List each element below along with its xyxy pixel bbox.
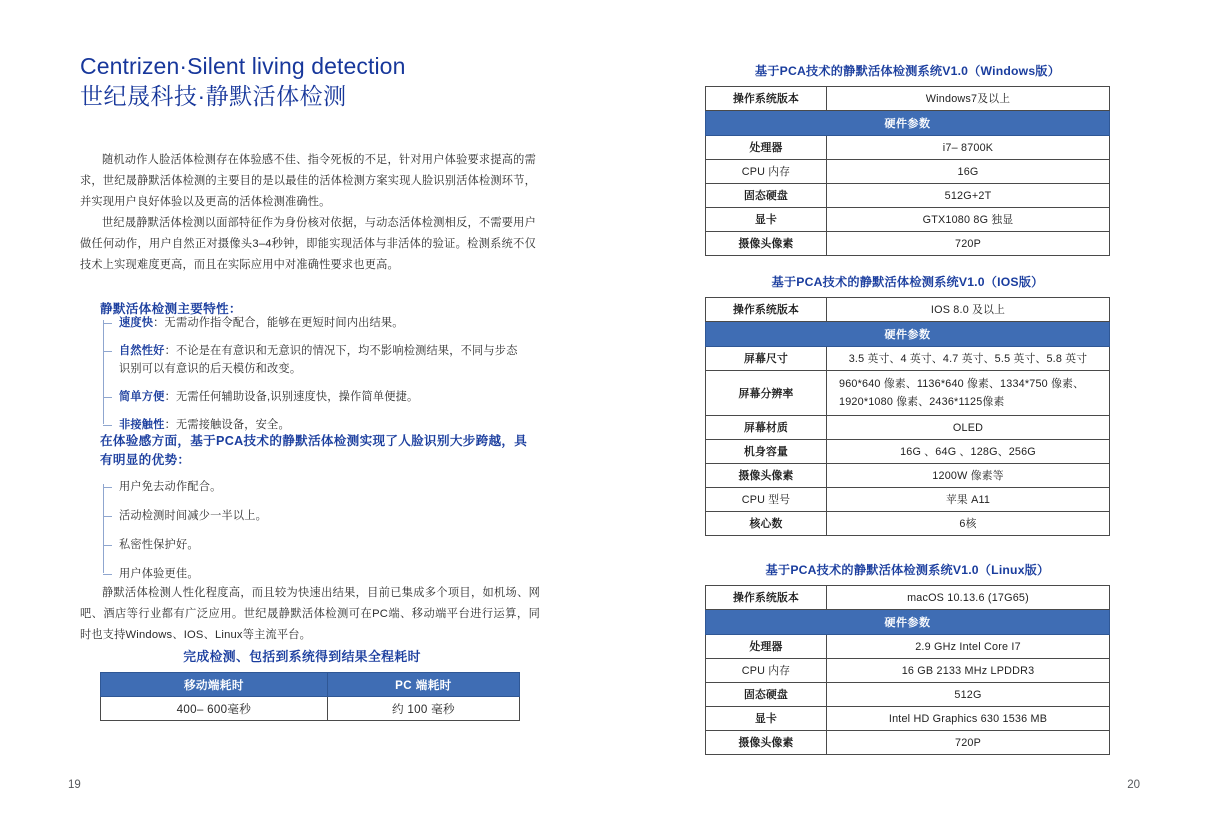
os-label: 操作系统版本 (706, 298, 827, 322)
timing-value-pc: 约 100 毫秒 (327, 697, 519, 721)
table-row (706, 731, 1110, 755)
intro-paragraph-2: 世纪晟静默活体检测以面部特征作为身份核对依据，与动态活体检测相反，不需要用户做任何动作，用户自然正对摄像头3–4秒钟，即能实现活体与非活体的验证。检测系统不仅技术上实现难度更高，而且在实际应用中对准确性要求也更高。 (80, 217, 536, 271)
spec-label: 处理器 (706, 635, 827, 659)
spec-title-linux: 基于PCA技术的静默活体检测系统V1.0（Linux版） (765, 563, 1050, 577)
feature-term: 自然性好 (119, 345, 165, 357)
intro-paragraph-1: 随机动作人脸活体检测存在体验感不佳、指令死板的不足，针对用户体验要求提高的需求，世纪晟静默活体检测的主要目的是以最佳的活体检测方案实现人脸识别活体检测环节，并实现用户良好体验以及更高的活体检测准确性。 (80, 154, 536, 208)
page-title (80, 52, 550, 111)
table-row (706, 136, 1110, 160)
spec-value: 6核 (827, 512, 1110, 536)
spec-label: 固态硬盘 (706, 184, 827, 208)
hardware-section-label: 硬件参数 (706, 322, 1110, 347)
feature-desc: ：不论是在有意识和无意识的情况下，均不影响检测结果，不同与步态识别可以有意识的后天模仿和改变。 (119, 345, 518, 375)
table-row (706, 87, 1110, 111)
hardware-section-row (706, 111, 1110, 136)
features-list (103, 314, 523, 434)
table-row (706, 440, 1110, 464)
spec-label: 固态硬盘 (706, 683, 827, 707)
tree-tick-icon (103, 516, 112, 517)
timing-header-pc: PC 端耗时 (327, 673, 519, 697)
spec-label: 屏幕材质 (706, 416, 827, 440)
list-item (103, 536, 503, 554)
spec-value: 960*640 像素、1136*640 像素、1334*750 像素、1920*1080 像素、2436*1125像素 (827, 371, 1110, 416)
spec-label: 机身容量 (706, 440, 827, 464)
tree-tick-icon (103, 397, 112, 398)
spec-value: GTX1080 8G 独显 (827, 208, 1110, 232)
spec-value: 16 GB 2133 MHz LPDDR3 (827, 659, 1110, 683)
feature-term: 速度快 (119, 317, 154, 329)
page-number-left: 19 (68, 779, 81, 791)
feature-desc: ：无需动作指令配合，能够在更短时间内出结果。 (153, 317, 404, 329)
spec-block-linux (705, 561, 1110, 755)
os-label: 操作系统版本 (706, 87, 827, 111)
spec-title-ios: 基于PCA技术的静默活体检测系统V1.0（IOS版） (771, 275, 1044, 289)
list-item (103, 388, 523, 406)
tree-tick-icon (103, 487, 112, 488)
feature-term: 简单方便 (119, 391, 165, 403)
right-page (604, 0, 1208, 826)
spec-label: 屏幕分辨率 (706, 371, 827, 416)
spec-value: OLED (827, 416, 1110, 440)
tree-tick-icon (103, 545, 112, 546)
feature-desc: ：无需接触设备，安全。 (164, 419, 290, 431)
hardware-section-row (706, 610, 1110, 635)
table-row (706, 298, 1110, 322)
hardware-section-label: 硬件参数 (706, 610, 1110, 635)
table-row (706, 347, 1110, 371)
hardware-section-label: 硬件参数 (706, 111, 1110, 136)
list-item (103, 507, 503, 525)
table-row (706, 659, 1110, 683)
list-item (103, 565, 503, 583)
summary-paragraph: 静默活体检测人性化程度高，而且较为快速出结果，目前已集成多个项目，如机场、网吧、酒店等行业都有广泛应用。世纪晟静默活体检测可在PC端、移动端平台进行运算，同时也支持Windows、IOS、Linux等主流平台。 (80, 587, 540, 641)
spec-value: 1200W 像素等 (827, 464, 1110, 488)
spec-label: CPU 内存 (706, 160, 827, 184)
spec-value: 16G (827, 160, 1110, 184)
feature-desc: ：无需任何辅助设备,识别速度快，操作简单便捷。 (164, 391, 419, 403)
spec-label: 处理器 (706, 136, 827, 160)
spec-value: 3.5 英寸、4 英寸、4.7 英寸、5.5 英寸、5.8 英寸 (827, 347, 1110, 371)
timing-table-heading: 完成检测、包括到系统得到结果全程耗时 (183, 649, 421, 664)
table-row (706, 635, 1110, 659)
tree-spine (103, 484, 104, 573)
advantage-text: 用户免去动作配合。 (119, 481, 222, 493)
list-item (103, 478, 503, 496)
table-row (706, 184, 1110, 208)
spec-value: Intel HD Graphics 630 1536 MB (827, 707, 1110, 731)
advantage-text: 活动检测时间减少一半以上。 (119, 510, 268, 522)
spec-table-windows (705, 86, 1110, 256)
spec-label: CPU 型号 (706, 488, 827, 512)
list-item (103, 342, 523, 378)
spec-table-linux (705, 585, 1110, 755)
table-row (706, 232, 1110, 256)
os-value: IOS 8.0 及以上 (827, 298, 1110, 322)
hardware-section-row (706, 322, 1110, 347)
title-chinese: 世纪晟科技·静默活体检测 (80, 83, 347, 109)
spec-label: 摄像头像素 (706, 731, 827, 755)
spec-value: 2.9 GHz Intel Core I7 (827, 635, 1110, 659)
table-row (706, 160, 1110, 184)
table-header-row (101, 673, 520, 697)
table-row (706, 586, 1110, 610)
spec-label: 核心数 (706, 512, 827, 536)
spec-title-windows: 基于PCA技术的静默活体检测系统V1.0（Windows版） (754, 64, 1061, 78)
spec-label: 摄像头像素 (706, 464, 827, 488)
spec-label: CPU 内存 (706, 659, 827, 683)
spec-value: 720P (827, 232, 1110, 256)
advantages-list (103, 478, 503, 583)
spec-value: 512G (827, 683, 1110, 707)
table-row (706, 371, 1110, 416)
table-row (706, 683, 1110, 707)
spec-label: 显卡 (706, 208, 827, 232)
os-label: 操作系统版本 (706, 586, 827, 610)
advantage-text: 用户体验更佳。 (119, 568, 199, 580)
title-english: Centrizen·Silent living detection (80, 53, 406, 79)
table-row (706, 512, 1110, 536)
spec-label: 摄像头像素 (706, 232, 827, 256)
table-row (706, 416, 1110, 440)
spec-value: 苹果 A11 (827, 488, 1110, 512)
tree-tick-icon (103, 425, 112, 426)
features-heading: 静默活体检测主要特性： (100, 302, 242, 316)
advantage-text: 私密性保护好。 (119, 539, 199, 551)
timing-value-mobile: 400– 600毫秒 (101, 697, 328, 721)
tree-tick-icon (103, 351, 112, 352)
table-row (706, 488, 1110, 512)
tree-tick-icon (103, 323, 112, 324)
spec-label: 屏幕尺寸 (706, 347, 827, 371)
advantages-heading: 在体验感方面，基于PCA技术的静默活体检测实现了人脸识别大步跨越，具有明显的优势： (100, 434, 528, 467)
os-value: Windows7及以上 (827, 87, 1110, 111)
os-value: macOS 10.13.6 (17G65) (827, 586, 1110, 610)
table-row (706, 208, 1110, 232)
table-row (706, 464, 1110, 488)
spec-label: 显卡 (706, 707, 827, 731)
table-row (706, 707, 1110, 731)
spec-value: 720P (827, 731, 1110, 755)
table-row (101, 697, 520, 721)
page-number-right: 20 (1127, 779, 1140, 791)
timing-header-mobile: 移动端耗时 (101, 673, 328, 697)
spec-value: 16G 、64G 、128G、256G (827, 440, 1110, 464)
feature-term: 非接触性 (119, 419, 165, 431)
spec-block-windows (705, 62, 1110, 256)
tree-tick-icon (103, 574, 112, 575)
list-item (103, 314, 523, 332)
spec-block-ios (705, 273, 1110, 536)
spec-value: 512G+2T (827, 184, 1110, 208)
spec-value: i7– 8700K (827, 136, 1110, 160)
timing-table (100, 672, 520, 721)
spec-table-ios (705, 297, 1110, 536)
